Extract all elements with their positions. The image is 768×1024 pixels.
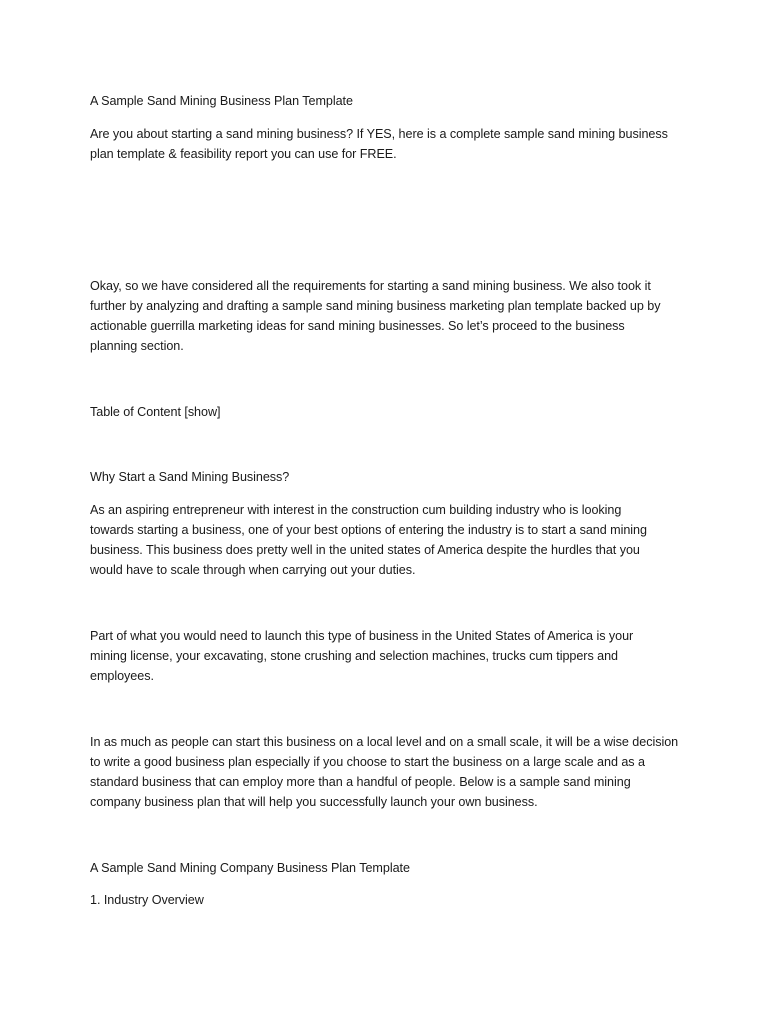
- document-title: A Sample Sand Mining Business Plan Template: [90, 94, 353, 108]
- considered-paragraph: Okay, so we have considered all the requirements for starting a sand mining business. We also took it further by analyzing and drafting a sample sand mining business marketing plan template backed up by actionable guerrilla marketing ideas for sand mining businesses. So let’s proceed to the business planning section.: [90, 279, 661, 353]
- company-plan-heading: A Sample Sand Mining Company Business Plan Template: [90, 861, 410, 875]
- section-industry-overview: 1. Industry Overview: [90, 893, 204, 907]
- table-of-content: Table of Content [show]: [90, 405, 221, 419]
- why-heading: Why Start a Sand Mining Business?: [90, 470, 290, 484]
- why-paragraph: As an aspiring entrepreneur with interest in the construction cum building industry who is looking towards starting a business, one of your best options of entering the industry is to start a sand mining business. This business does pretty well in the united states of America despite the hurdles that you would have to scale through when carrying out your duties.: [90, 503, 647, 577]
- part-paragraph: Part of what you would need to launch this type of business in the United States of America is your mining license, your excavating, stone crushing and selection machines, trucks cum tippers and employees.: [90, 629, 634, 683]
- inasmuch-paragraph: In as much as people can start this business on a local level and on a small scale, it will be a wise decision to write a good business plan especially if you choose to start the business on a large scale and as a standard business that can employ more than a handful of people. Below is a sample sand mining company business plan that will help you successfully launch your own business.: [90, 735, 679, 809]
- intro-paragraph: Are you about starting a sand mining business? If YES, here is a complete sample sand mining business plan template & feasibility report you can use for FREE.: [90, 127, 668, 161]
